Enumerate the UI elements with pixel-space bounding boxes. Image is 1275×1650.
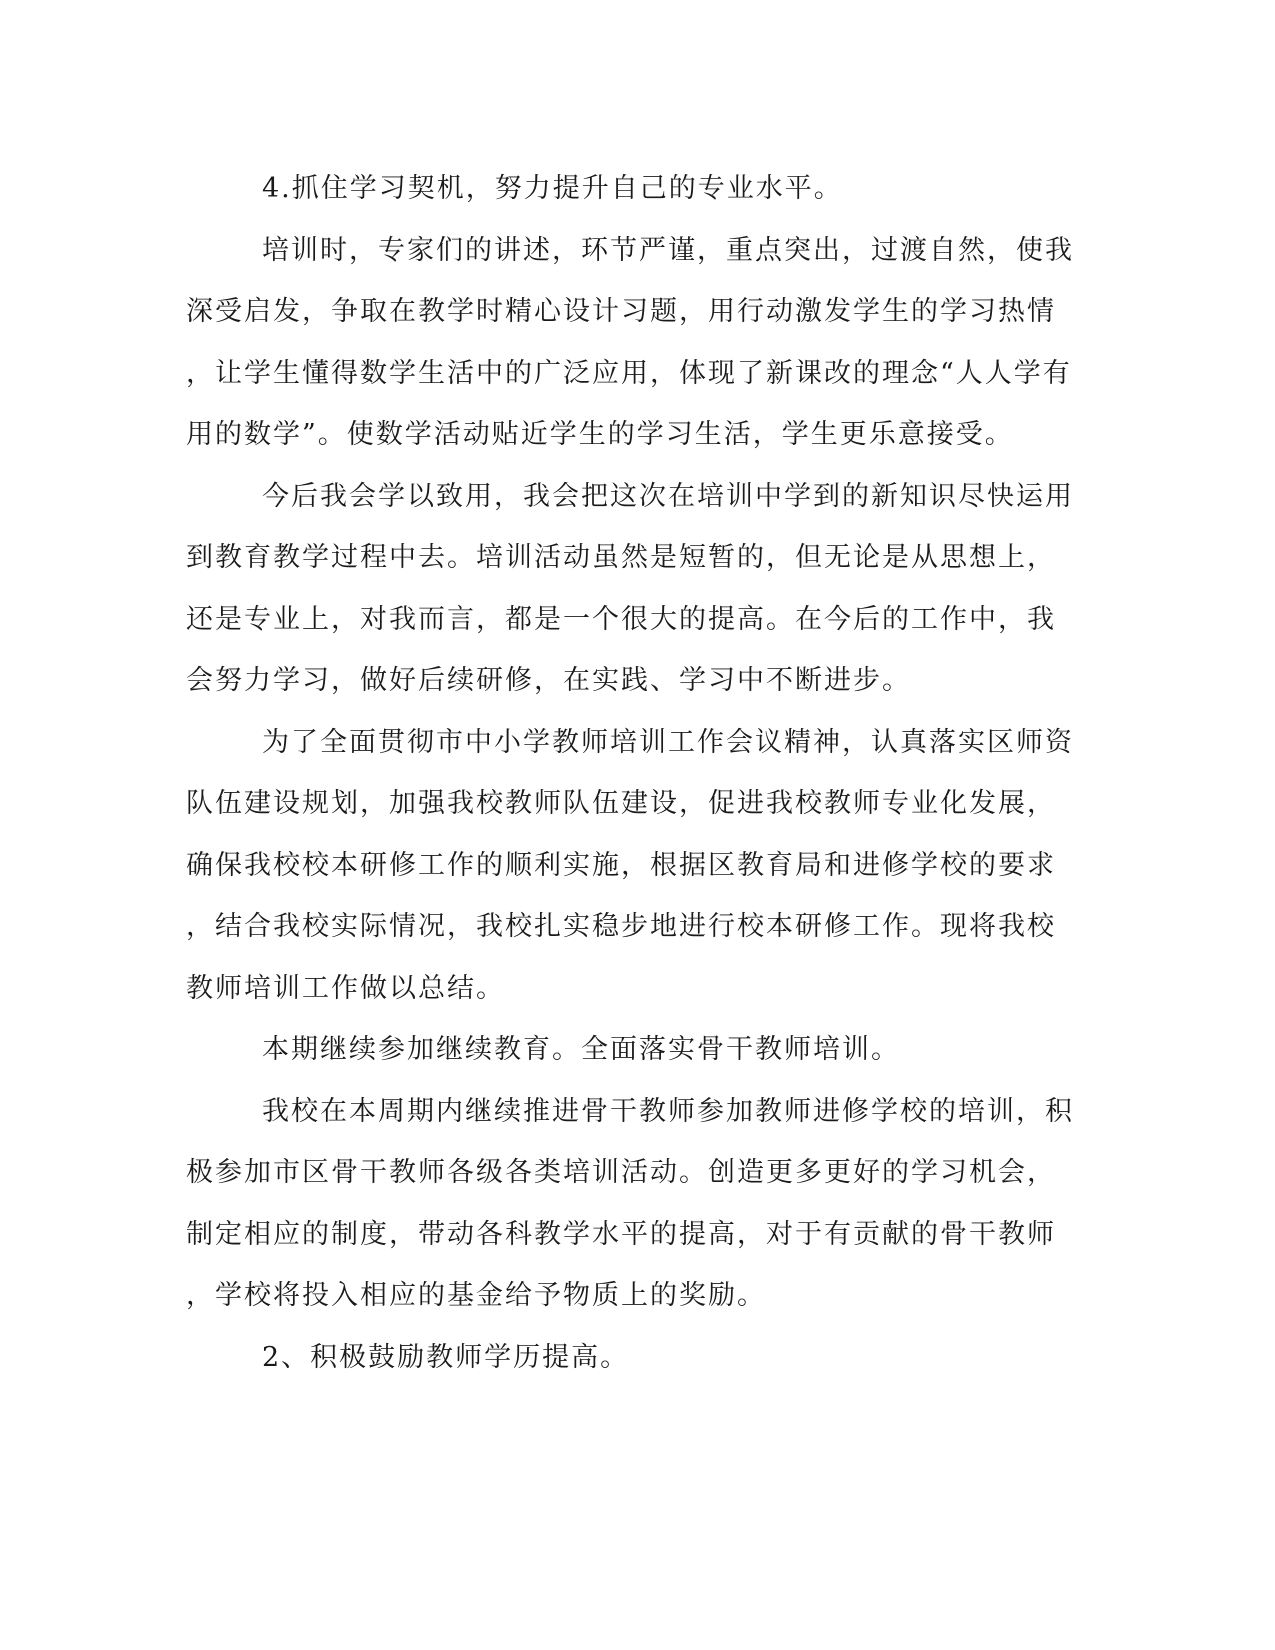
- text-line: 4.抓住学习契机，努力提升自己的专业水平。: [262, 173, 843, 204]
- text-line: 队伍建设规划，加强我校教师队伍建设，促进我校教师专业化发展，: [186, 788, 1056, 819]
- paragraph-1: [186, 158, 1066, 220]
- text-line: ，让学生懂得数学生活中的广泛应用，体现了新课改的理念“人人学有: [186, 357, 1072, 389]
- text-line: 极参加市区骨干教师各级各类培训活动。创造更多更好的学习机会，: [186, 1157, 1056, 1188]
- paragraph-5: [186, 1019, 1066, 1081]
- text-line: 到教育教学过程中去。培训活动虽然是短暂的，但无论是从思想上，: [186, 542, 1056, 573]
- text-line: 培训时，专家们的讲述，环节严谨，重点突出，过渡自然，使我: [262, 234, 1074, 266]
- text-line: 我校在本周期内继续推进骨干教师参加教师进修学校的培训，积: [262, 1095, 1074, 1127]
- paragraph-4: [186, 712, 1074, 1020]
- text-line: ，学校将投入相应的基金给予物质上的奖励。: [186, 1280, 766, 1311]
- text-line: 今后我会学以致用，我会把这次在培训中学到的新知识尽快运用: [262, 480, 1074, 512]
- text-line: 本期继续参加继续教育。全面落实骨干教师培训。: [262, 1034, 900, 1065]
- text-line: 教师培训工作做以总结。: [186, 972, 505, 1004]
- text-line: 深受启发，争取在教学时精心设计习题，用行动激发学生的学习热情: [186, 296, 1056, 327]
- paragraph-7: [186, 1327, 1066, 1389]
- text-line: 制定相应的制度，带动各科教学水平的提高，对于有贡献的骨干教师: [186, 1218, 1056, 1250]
- paragraph-3: [186, 466, 1074, 712]
- text-line: 确保我校校本研修工作的顺利实施，根据区教育局和进修学校的要求: [186, 849, 1056, 881]
- text-line: 会努力学习，做好后续研修，在实践、学习中不断进步。: [186, 665, 911, 696]
- document-body: [186, 158, 1074, 1388]
- text-line: 为了全面贯彻市中小学教师培训工作会议精神，认真落实区师资: [262, 726, 1074, 758]
- paragraph-2: [186, 220, 1074, 466]
- text-line: 用的数学”。使数学活动贴近学生的学习生活，学生更乐意接受。: [186, 419, 1014, 450]
- text-line: 2、积极鼓励教师学历提高。: [262, 1341, 630, 1373]
- paragraph-6: [186, 1081, 1074, 1327]
- text-line: 还是专业上，对我而言，都是一个很大的提高。在今后的工作中，我: [186, 603, 1056, 635]
- text-line: ，结合我校实际情况，我校扎实稳步地进行校本研修工作。现将我校: [186, 911, 1056, 942]
